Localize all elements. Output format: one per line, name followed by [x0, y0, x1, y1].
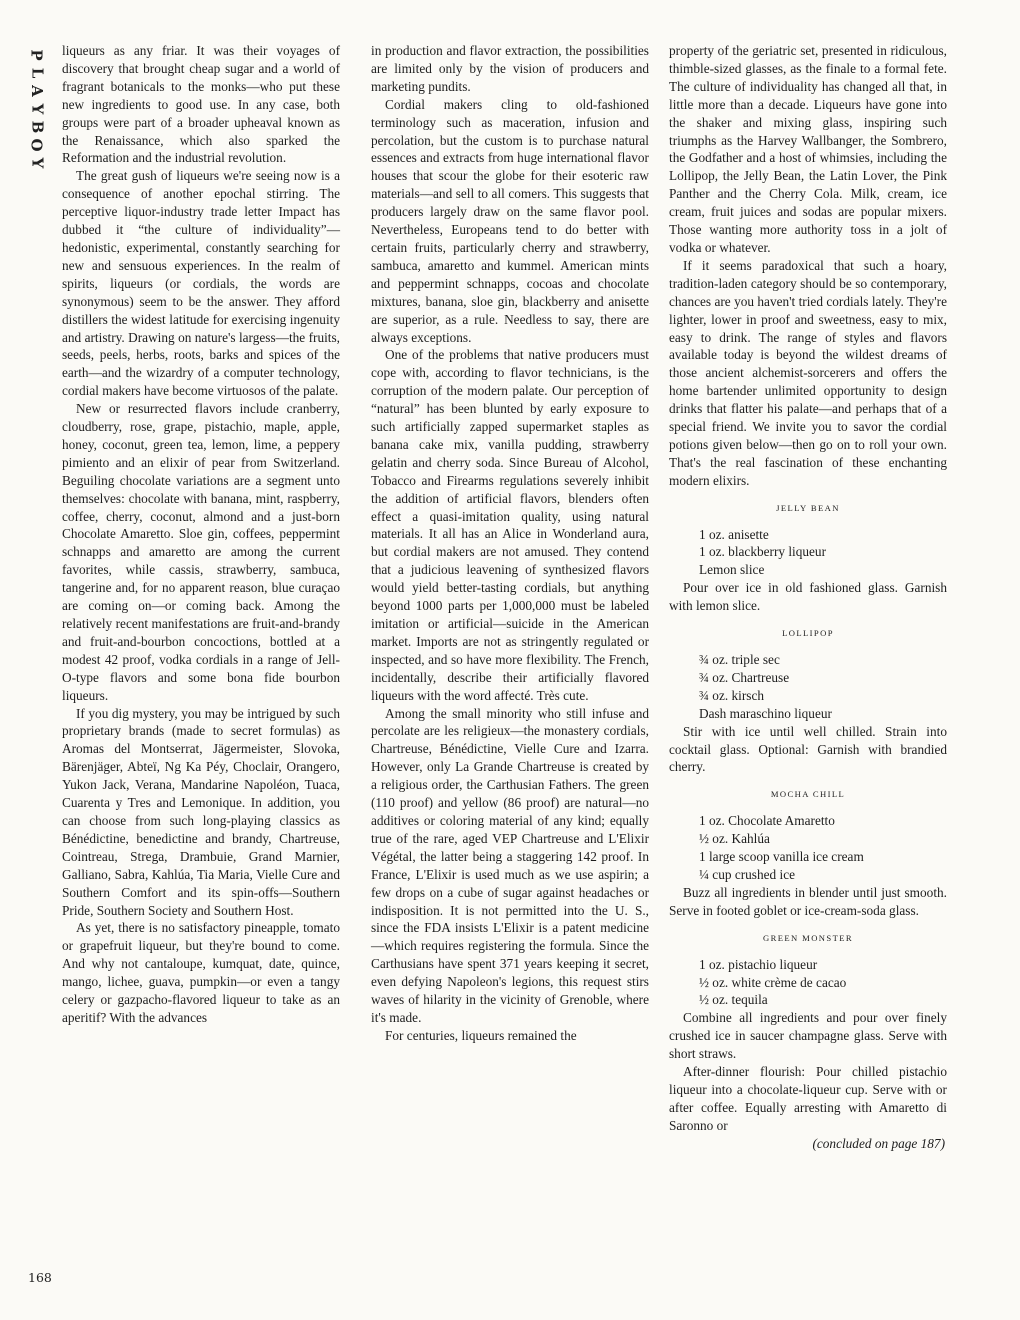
- recipe-ingredient: Lemon slice: [699, 562, 765, 578]
- paragraph: property of the geriatric set, presented in ridiculous, thimble-sized glasses, as the finale to a formal fete. The culture of individuality has changed all that, in little more than a decade. Liqueurs have gone into the shaker and mixing glass, inspiring such triumphs as the Harvey Wallbanger, the Sombrero, the Godfather and a host of whimsies, including the Lollipop, the Jelly Bean, the Latin Lover, the Pink Panther and the Cherry Cola. Milk, cream, ice cream, fruit juices and sodas are popular mixers. Those wanting more authority toss in a jolt of vodka or whatever.: [669, 43, 947, 255]
- recipe-ingredient: ¾ oz. kirsch: [699, 687, 764, 703]
- masthead-letter: Y: [28, 157, 46, 169]
- recipe-ingredient: ½ oz. tequila: [699, 992, 768, 1008]
- paragraph: New or resurrected flavors include cranberry, cloudberry, rose, grape, pistachio, maple, apple, honey, coconut, green tea, lemon, lime, a peppery pimiento and an elixir of pear from Switzerland. Beguiling chocolate variations are a segment unto themselves: chocolate with banana, mint, raspberry, coffee, cherry, coconut, almond and a just-born Chocolate Amaretto. Sloe gin, coffees, peppermint schnapps and amaretto are among the current favorites, while cassis, strawberry, sambuca, tangerine and, for no apparent reason, blue curaçao are coming on—or coming back. Among the relatively recent manifestations are fruit-and-brandy and fruit-and-bourbon concoctions, bottled at a modest 42 proof, vodka cordials in a range of Jell-O-type flavors and some bona fide bourbon liqueurs.: [62, 401, 340, 703]
- paragraph: Among the small minority who still infuse and percolate are les religieux—the monastery cordials, Chartreuse, Bénédictine, Vielle Cure and Izarra. However, only La Grande Chartreuse is created by a religious order, the Carthusian Fathers. The green (110 proof) and yellow (86 proof) are natural—no additives or coloring material of any kind; equally true of the rare, aged VEP Chartreuse and L'Elixir Végétal, the latter being a staggering 142 proof. In France, L'Elixir is used much as we use aspirin; a few drops on a cube of sugar against headaches or indisposition. It is not permitted into the U. S., since the FDA insists L'Elixir is a patent medicine—which requires registering the formula. Since the Carthusians have spent 371 years keeping it secret, even defying Napoleon's legions, this request stirs waves of hilarity in the vicinity of Grenoble, where it's made.: [371, 705, 649, 1025]
- paragraph: Cordial makers cling to old-fashioned terminology such as maceration, infusion and percolation, but the custom is to purchase natural essences and extracts from huge international flavor houses that scour the globe for their esoteric raw materials—and sell to all comers. This suggests that producers largely draw on the same flavor pool. Nevertheless, Europeans tend to do better with certain fruits, particularly cherry and strawberry, sambuca, amaretto and kummel. American mints and peppermint schnapps, cocoas and chocolate mixtures, banana, sloe gin, blackberry and anisette are superior, as a rule. Needless to say, there are always exceptions.: [371, 96, 649, 345]
- paragraph: liqueurs as any friar. It was their voyages of discovery that brought cheap sugar and a world of fragrant botanicals to the monks—who put these new ingredients to good use. In any case, both groups were part of a broader upheaval known as the Renaissance, which also sparked the Reformation and the industrial revolution.: [62, 43, 340, 166]
- paragraph: If you dig mystery, you may be intrigued by such proprietary brands (made to secret formulas) as Aromas del Montserrat, Jägermeister, Slovoka, Bärenjäger, Abteï, Ng Ka Péy, Choclair, Orangero, Yukon Jack, Verana, Mandarine Napoléon, Tuaca, Cuarenta y Tres and Lemonique. In addition, you can choose from such long-playing classics as Bénédictine, benedictine and brandy, Chartreuse, Cointreau, Strega, Drambuie, Grand Marnier, Galliano, Sabra, Kahlúa, Tia Maria, Vielle Cure and Southern Comfort and its spin-offs—Southern Pride, Southern Society and Southern Host.: [62, 705, 340, 918]
- recipe-directions: Stir with ice until well chilled. Strain into cocktail glass. Optional: Garnish with brandied cherry.: [669, 723, 947, 775]
- recipe-ingredient: ¾ oz. Chartreuse: [699, 669, 790, 685]
- paragraph: in production and flavor extraction, the possibilities are limited only by the vision of producers and marketing pundits.: [371, 43, 649, 94]
- recipe-ingredient: Dash maraschino liqueur: [699, 705, 832, 721]
- text-column-1: [62, 42, 340, 1027]
- recipe-directions: Pour over ice in old fashioned glass. Garnish with lemon slice.: [669, 580, 947, 614]
- recipe-ingredient: 1 large scoop vanilla ice cream: [699, 849, 864, 865]
- recipe-directions: Combine all ingredients and pour over finely crushed ice in saucer champagne glass. Serve with short straws.: [669, 1010, 947, 1062]
- masthead-letter: P: [28, 49, 46, 61]
- recipe-ingredient: ½ oz. Kahlúa: [699, 831, 770, 847]
- paragraph: For centuries, liqueurs remained the: [385, 1027, 577, 1043]
- masthead-letter: O: [27, 138, 46, 152]
- masthead-letter: A: [27, 85, 46, 97]
- recipe-ingredient: 1 oz. Chocolate Amaretto: [699, 813, 835, 829]
- text-column-3: [669, 42, 947, 1153]
- masthead-letter: B: [28, 120, 46, 134]
- masthead-letter: Y: [28, 103, 46, 115]
- paragraph: If it seems paradoxical that such a hoary, tradition-laden category should be so contemporary, chances are you haven't tried cordials lately. They're lighter, lower in proof and sweetness, easy to mix, easy to drink. The range of styles and flavors available today is beyond the wildest dreams of those ancient alchemist-sorcerers and offers the home bartender unlimited opportunity to design drinks that flatter his palate—and perhaps that of a special friend. We invite you to savor the cordial potions given below—then go on to roll your own. That's the real fascination of these enchanting modern elixirs.: [669, 257, 947, 488]
- recipe-green-monster: [669, 930, 947, 1135]
- recipe-ingredient: ½ oz. white crème de cacao: [699, 974, 847, 990]
- recipe-ingredient: ¼ cup crushed ice: [699, 866, 795, 882]
- recipe-ingredient: 1 oz. blackberry liqueur: [699, 544, 827, 560]
- paragraph: One of the problems that native producers must cope with, according to flavor technicians, is the corruption of the modern palate. Our perception of “natural” has been blunted by early exposure to such artificially zapped supermarket staples as banana cake mix, vanilla pudding, strawberry gelatin and cherry soda. Since Bureau of Alcohol, Tobacco and Firearms regulations severely inhibit the addition of artificial flavors, blenders often effect a quasi-imitation quality, using natural materials. It all has an Alice in Wonderland aura, but cordial makers are not amused. They contend that a judicious leavening of synthesized flavors would yield better-tasting cordials, but anything beyond 1000 parts per 1,000,000 must be labeled imitation or artificial—suicide in the American market. Imports are not as stringently regulated or inspected, and so have more flexibility. The French, incidentally, describe their artificially flavored liqueurs with the word affecté. Très cute.: [371, 347, 649, 703]
- paragraph: As yet, there is no satisfactory pineapple, tomato or grapefruit liqueur, but they're bound to come. And why not cantaloupe, kumquat, date, quince, mango, lichee, guava, pumpkin—or even a tangy celery or gazpacho-flavored liqueur to take as an aperitif? With the advances: [62, 920, 340, 1025]
- text-column-2: [371, 42, 649, 1045]
- recipe-directions: After-dinner flourish: Pour chilled pistachio liqueur into a chocolate-liqueur cup. Serve with or after coffee. Equally arresting with Amaretto di Saronno or: [669, 1064, 947, 1133]
- masthead: [27, 46, 46, 172]
- recipe-directions: Buzz all ingredients in blender until just smooth. Serve in footed goblet or ice-cream-soda glass.: [669, 884, 947, 918]
- recipe-title: JELLY BEAN: [776, 502, 840, 513]
- recipe-ingredient: 1 oz. pistachio liqueur: [699, 956, 818, 972]
- recipe-jelly-bean: [669, 500, 947, 615]
- recipe-title: LOLLIPOP: [782, 628, 834, 639]
- masthead-letter: L: [27, 67, 46, 79]
- recipe-title: MOCHA CHILL: [770, 789, 846, 800]
- continuation-note: (concluded on page 187): [812, 1135, 945, 1151]
- recipe-mocha-chill: [669, 786, 947, 919]
- paragraph: The great gush of liqueurs we're seeing now is a consequence of another epochal stirring. The perceptive liquor-industry trade letter Impact has dubbed it “the culture of individuality”—hedonistic, experimental, constantly searching for new and sensuous experiences. In the realm of spirits, liqueurs (or cordials, the words are synonymous) seem to be the answer. They afford distillers the widest latitude for exercising ingenuity and artistry. Drawing on nature's largess—the fruits, seeds, peels, herbs, roots, barks and spices of the earth—and the wizardry of a computer technology, cordial makers have become virtuosos of the palate.: [62, 168, 340, 399]
- page-number: 168: [28, 1270, 52, 1285]
- recipe-ingredient: 1 oz. anisette: [699, 526, 769, 542]
- recipe-ingredient: ¾ oz. triple sec: [699, 652, 780, 667]
- recipe-lollipop: [669, 625, 947, 776]
- recipe-title: GREEN MONSTER: [762, 932, 854, 943]
